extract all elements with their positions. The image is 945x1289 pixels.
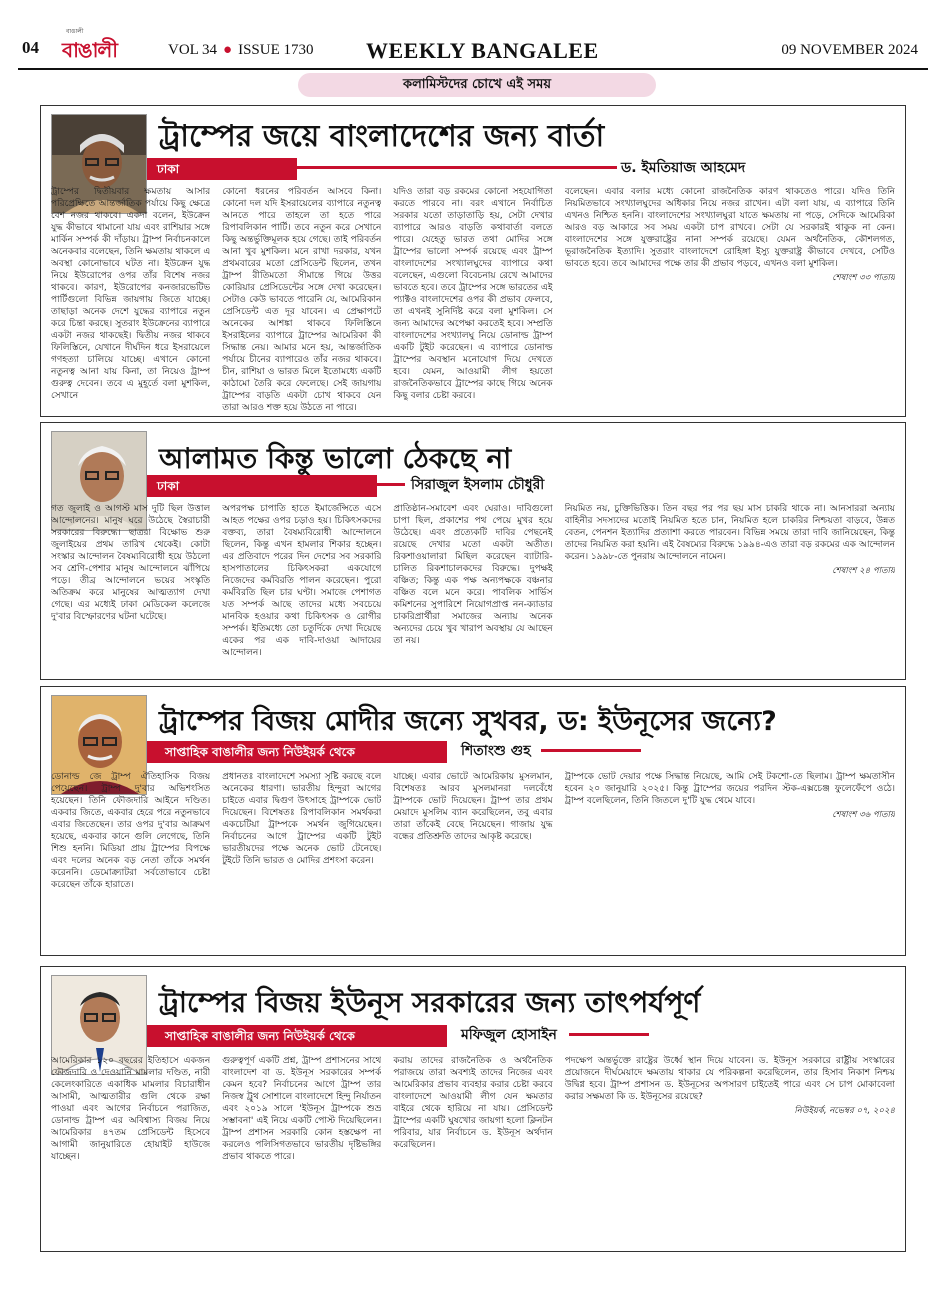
masthead-rule [18,68,928,70]
body-column: গত জুলাই ও আগস্ট মাস দুটি ছিল উত্তাল আন্দোলনের। মানুষ ঘরে উঠেছে স্বৈরাচারী সরকারের বিরুদ্ধে। ছাত্ররা বিক্ষোভ শুরু জুলাইয়ের প্রথম তারিখ থেকেই। কোটা সংস্কার আন্দোলন বৈষম্যবিরোধী হয়ে উঠলো সব শ্রেণি-পেশার মানুষ আন্দোলনে ঝাঁপিয়ে পড়ে। তীব্র আন্দোলনে ভয়ের সংস্কৃতি অতিক্রম করে মানুষের আত্মত্যাগ দেখা গেছে। এর মধ্যেই ঢাকা মেডিকেল কলেজে দু'বার বিস্ফোরণের ঘটনা ঘটেছে। [51,504,211,622]
article-4 [40,966,906,1252]
headline: ট্রাম্পের বিজয় ইউনূস সরকারের জন্য তাৎপর্যপূর্ণ [159,986,701,1019]
article-body [51,186,895,412]
byline: ড. ইমতিয়াজ আহমেদ [621,160,746,176]
bullet-dot-icon: ● [223,42,233,58]
body-column: ডোনাল্ড জে ট্রাম্প ঐতিহাসিক বিজয় পেয়েছেন। ট্রাম্প দু'বার অভিশংসিত হয়েছেন। তিনি ফৌজদারি আইনে দণ্ডিত। একবার জিতে, একবার হেরে পরে নতুনভাবে এবার জিতেছেন। তার ওপর দু'বার আক্রমণ হয়েছে, একবার কানে গুলি লেগেছে, তিনি শিশু হননি। মিডিয়া প্রায় ট্রাম্পের বিপক্ষে এবং দলের অনেক বড় নেতা তাঁকে সমর্থন করেননি। ডেমোক্র্যাটরা সর্বতোভাবে চেষ্টা করেছেন তাঁকে হারাতে। [51,772,211,890]
paper-logo [62,30,152,66]
byline: সিরাজুল ইসলাম চৌধুরী [411,477,545,493]
logo-small-text: বাঙালী [66,28,84,35]
paper-name: WEEKLY BANGALEE [366,38,599,63]
dateline: ঢাকা [147,158,297,180]
section-tag: কলামিস্টদের চোখে এই সময় [298,73,656,97]
jump-note: নিউইয়র্ক, নভেম্বর ০৭, ২০২৪ [794,1106,895,1116]
jump-note: শেষাংশ ২৪ পাতায় [832,566,895,576]
body-column: প্রধানতঃ বাংলাদেশে সমস্যা সৃষ্টি করছে বলে অনেকের ধারণা। ভারতীয় হিন্দুরা আগের চাইতে এবার দ্বিগুণ উৎসাহে ট্রাম্পকে ভোট দিয়েছেন। বিশেষতঃ রিপাবলিকান সমর্থকরা একচেটিয়া ট্রাম্পকে সমর্থন জুগিয়েছেন। নির্বাচনের আগে ট্রাম্পের একটি টুইট ভারতীয়দের পক্ষে অনেক ভোট টেনেছে। টুইটে তিনি ভারত ও মোদির প্রশংসা করেন। [222,772,382,866]
volume: VOL 34 [168,42,218,58]
body-column: করায় তাদের রাজনৈতিক ও অর্থনৈতিক পরাজয়ে তারা অবশ্যই তাদের নিজের এবং আমেরিকার প্রভাব ব্যবহার করার চেষ্টা করবে বাংলাদেশে আওয়ামী লীগ যেন ক্ষমতার বাইরে থেকে হারিয়ে না যায়। প্রেসিডেন্ট ট্রাম্পের একটি ঘুষখোর জায়গা হলো ক্লিনটন পরিবার, যার নির্বাচনে ড. ইউনূস অর্থদান করেছিলেন। [393,1056,553,1150]
body-column-text: বলেছেন। এবার বলার মধ্যে কোনো রাজনৈতিক কারণ থাকতেও পারে। যদিও তিনি নিয়মিতভাবে সংখ্যালঘুদের অধিকার নিয়ে নজর রাখেন। এটা বলা যায়, এ ব্যাপারে তিনি এখনও নিশ্চিত হননি। বাংলাদেশের সংখ্যালঘুরা যাতে ক্ষমতায় না পড়ে, সেদিকে আমেরিকা আরও বড় আকারে সব সময় একটা চাপ রাখবে। সেটা যে সরকারই থাকুক না কেন। বাংলাদেশের সঙ্গে যুক্তরাষ্ট্রের নানা সম্পর্ক রয়েছে। যেমন অর্থনৈতিক, কৌশলগত, ভূরাজনৈতিক ইত্যাদি। সুতরাং বাংলাদেশে রোহিঙ্গা ইস্যু যুক্তরাষ্ট্র কীভাবে দেখবে, সেটিও ভাবতে হবে। তবে আমাদের পক্ষে তার কী প্রভাব পড়বে, এখনও বলা মুশকিল। [564,187,895,269]
headline: ট্রাম্পের বিজয় মোদীর জন্যে সুখবর, ড: ইউনূসের জন্যে? [159,706,777,737]
dateline: ঢাকা [147,475,377,497]
body-column: গুরুত্বপূর্ণ একটি প্রশ্ন, ট্রাম্প প্রশাসনের সাথে বাংলাদেশ বা ড. ইউনূস সরকারের সম্পর্ক কেমন হবে? নির্বাচনের আগে ট্রাম্প তার নিজস্ব ট্রুথ সোশালে বাংলাদেশে হিন্দু নির্যাতন এবং ২০১৯ সালে 'ইউনূস ট্রাম্পকে শুভ্র সম্ভাবনা' এই নিয়ে একটি পোস্ট দিয়েছিলেন। ট্রাম্প প্রশাসন সরকারি কোন হস্তক্ষেপ না করলেও পলিসিগতভাবে ভারতীয় দৃষ্টিভঙ্গির প্রভাব থাকতে পারে। [222,1056,382,1162]
byline-rule [569,1033,649,1036]
dateline: সাপ্তাহিক বাঙালীর জন্য নিউইয়র্ক থেকে [147,1025,447,1047]
body-column-text: ট্রাম্পকে ভোট দেয়ার পক্ষে সিদ্ধান্ত নিয়েছে, আমি সেই টকশো-তে ছিলাম। ট্রাম্প ক্ষমতাসীন হবেন ২০ জানুয়ারি ২০২৫। কিন্তু ট্রাম্পের জয়ের পরদিন স্টক-এক্সচেঞ্জ ফুলেফেঁপে ওঠে। ট্রাম্প বলেছিলেন, তিনি জিতলে দু'টি যুদ্ধ থেমে যাবে। [564,772,895,806]
body-column: যদিও তারা বড় রকমের কোনো সহযোগিতা করতে পারবে না। বরং এখানে নির্বাচিত সরকার যতো তাড়াতাড়ি হয়, সেটা দেখার ব্যাপারে আরও বাড়তি কথাবার্তা বলতে পারে। যেহেতু ভারত তথা মোদির সঙ্গে ট্রাম্পের ভালো সম্পর্ক রয়েছে এবং ট্রাম্প বাংলাদেশের সংখ্যালঘুদের ব্যাপারে কথা বলেছেন, এগুলো বিবেচনায় রেখে আমাদের ভাবতে হবে। তবে ট্রাম্পের সঙ্গে ভারতের এই প্যাক্টও বাংলাদেশের ওপর কী প্রভাব ফেলবে, তা এখনই সুনির্দিষ্ট করে বলা মুশকিল। সে জন্য আমাদের অপেক্ষা করতেই হবে। সম্প্রতি বাংলাদেশের সংখ্যালঘু নিয়ে ডোনাল্ড ট্রাম্প একটি টুইট করেছেন। এ ব্যাপারে ডোনাল্ড ট্রাম্পের অবস্থান মনোযোগ দিয়ে দেখতে হবে। যেমন, আওয়ামী লীগ হয়তো রাজনৈতিকভাবে ট্রাম্পের কাছে গিয়ে অনেক কিছু বলার চেষ্টা করবে। [393,187,553,401]
body-column: যাচ্ছে। এবার ভোটে আমেরিকায় মুসলমান, বিশেষতঃ আরব মুসলমানরা দলবেঁধে ট্রাম্পকে ভোট দিয়েছেন। ট্রাম্প তার প্রথম মেয়াদে মুসলিম ব্যান করেছিলেন, তবু এবার তারা তাঁকেই বেছে নিয়েছেন। গাজায় যুদ্ধ বন্ধের প্রতিশ্রুতি তাদের আকৃষ্ট করেছে। [393,772,553,842]
byline: শিতাংশু গুহ [461,743,531,759]
jump-note: শেষাংশ ৩৩ পাতায় [832,273,895,283]
article-body [51,503,895,675]
body-column-text: পদক্ষেপ অন্তর্ভুক্তে রাষ্ট্রের উর্ধ্বে স্থান দিয়ে যাবেন। ড. ইউনূস সরকারে রাষ্ট্রীয় সংস্কারের প্রয়োজনে দীর্ঘমেয়াদে ক্ষমতায় থাকার যে পরিকল্পনা করেছিলেন, তার হিসাব নিকাশ নিশ্চয় উদ্বিগ্ন হবে। ট্রাম্প প্রশাসন ড. ইউনূসের অপসারণ চাইতেই পারে এবং সে চাপ মোকাবেলা করার সক্ষমতা কি ড. ইউনূসের রয়েছে? [564,1056,895,1102]
jump-note: শেষাংশ ৩৬ পাতায় [832,810,895,820]
body-column [565,771,895,951]
body-column [565,503,895,675]
article-body [51,771,895,951]
page-number: 04 [22,38,39,57]
byline-rule [541,749,641,752]
body-column: প্রাতিষ্ঠান-সমাবেশ এবং ঘেরাও। দাবিগুলো চাপা ছিল, প্রকাশের পথ পেয়ে মুখর হয়ে উঠেছে। এবং প্রত্যেকটি দাবির পেছনেই রয়েছে দেখার মতো একটা অতীত। রিকশাওয়ালারা মিছিল করেছেন ব্যাটারি-চালিত রিকশাচালকদের বিরুদ্ধে। দুপক্ষই বঞ্চিত; কিন্তু এক পক্ষ অন্যপক্ষকে বঞ্চনার বঞ্চিত বলে মনে করে। পাবলিক সার্ভিস কমিশনের সুপারিশে নিয়োগপ্রাপ্ত নন-ক্যাডার চাকরিপ্রার্থীরা সমাজের অন্যায় অনেক অন্যদের চেয়ে খুব খারাপ অবস্থায় যে আছেন তা নয়। [393,504,553,646]
headline: আলামত কিন্তু ভালো ঠেকছে না [159,442,512,475]
body-column: অপরপক্ষ চাপাতি হাতে ইমার্জেন্সিতে এসে আহত পক্ষের ওপর চড়াও হয়। চিকিৎসকদের বক্তব্য, তারা বৈষম্যবিরোধী আন্দোলনে ছিলেন, কিন্তু এখন হামলার শিকার হচ্ছেন। এর প্রতিবাদে পরের দিন দেশের সব সরকারি হাসপাতালের চিকিৎসকরা একযোগে নিজেদের কর্মবিরতি পালন করেছেন। পুরো কর্মবিরতি ছিল চার ঘণ্টা। সমাজে পেশাগত যত সম্পর্ক আছে তাদের মধ্যে সবচেয়ে মানবিক হওয়ার কথা চিকিৎসক ও রোগীর সম্পর্ক। ইতিমধ্যে তো চতুর্দিকে দেখা দিয়েছে একের পর এক দাবি-দাওয়া আদায়ের আন্দোলন। [222,504,382,658]
dateline: সাপ্তাহিক বাঙালীর জন্য নিউইয়র্ক থেকে [147,741,447,763]
body-column [565,186,895,412]
volume-issue [168,42,314,59]
issue: ISSUE 1730 [238,42,314,58]
masthead [18,30,928,70]
article-1 [40,105,906,417]
article-body [51,1055,895,1247]
body-column: আমেরিকার ১২০ বছরের ইতিহাসে একজন ফৌজদারি ও দেওয়ানি মামলার দণ্ডিত, নারী কেলেংকারিতে একাধিক মামলার বিচারাধীন আসামী, আত্মতারীর গুলি থেকে রক্ষা পাওয়া এবং আগের নির্বাচনে পরাজিত, ডোনাল্ড ট্রাম্প এর অবিশ্বাস্য বিজয় নিয়ে আমেরিকার ৪৭তম প্রেসিডেন্ট হিসেবে আগামী জানুয়ারিতে হোয়াইট হাউজে যাচ্ছেন। [51,1056,211,1162]
body-column [565,1055,895,1247]
issue-date: 09 NOVEMBER 2024 [781,42,918,58]
body-column-text: নিয়মিত নয়, চুক্তিভিত্তিক। তিন বছর পর পর ছয় মাস চাকরি থাকে না। আনসাররা অন্যায় বাহিনীর সদস্যদের মতোই নিয়মিত হতে চান, নিয়মিত হলে চাকরির নিশ্চয়তা বাড়বে, উন্নত বেতন, পেনশন ইত্যাদির প্রত্যাশা করতে পারবেন। বিভিন্ন সময়ে তারা দাবি জানিয়েছেন, কিন্তু তাদের নিয়মিত করা হয়নি। এই বৈষম্যের বিরুদ্ধে ১৯৯৪-এও তারা বড় রকমের এক আন্দোলন করেন। ১৯৯৮-তে পুনরায় আন্দোলনে নামেন। [564,504,895,562]
article-2 [40,422,906,680]
byline: মফিজুল হোসাইন [461,1027,557,1043]
byline-rule [377,483,405,486]
headline: ট্রাম্পের জয়ে বাংলাদেশের জন্য বার্তা [159,119,605,154]
logo-text: বাঙালী [62,38,118,62]
byline-rule [297,166,617,169]
article-3 [40,686,906,956]
body-column: ট্রাম্পের দ্বিতীয়বার ক্ষমতায় আসার পরিপ্রেক্ষিতে আন্তর্জাতিক পর্যায়ে কিছু ক্ষেত্রে বেশ নজর থাকবে। একদা বলেন, ইউক্রেন যুদ্ধ কীভাবে থামানো যায় এবং রাশিয়ার সঙ্গে মার্কিন সম্পর্ক কী দাঁড়ায়। ট্রাম্প নির্বাচনকালে অনেকবার বলেছেন, তিনি ক্ষমতায় থাকলে এ অবস্থা কোনোভাবে ঘটত না। ইউক্রেন যুদ্ধ নিয়ে ইউরোপের ওপর তাঁর বিশেষ নজর থাকবে। কারণ, ইউরোপের কনজারভেটিভ পার্টিগুলো বিভিন্ন জায়গায় জিতে যাচ্ছে। তাছাড়া অনেক দেশে যুদ্ধের ব্যাপারে নতুন করে চিন্তা করছে। সুতরাং ইউক্রেনের ব্যাপারে একটা নজর থাকছেই। দ্বিতীয় নজর থাকবে ফিলিস্তিনে, যেখানে দীর্ঘদিন ধরে ইসরায়েলে গণহত্যা চালিয়ে যাচ্ছে। এখানে কোনো নতুনত্ব আনা যায় কিনা, তা নিয়েও ট্রাম্প গুরুত্ব দেবেন। তবে এ মুহূর্তে বলা মুশকিল, সেখানে [51,187,211,401]
body-column: কোনো ধরনের পরিবর্তন আসবে কিনা। কোনো দল যদি ইসরায়েলের ব্যাপারে নতুনত্ব আনতে পারে তাহলে তা হতে পারে রিপাবলিকান পার্টি। তবে নতুন করে সেখানে কিছু অন্তর্ভুক্তিমূলক হয়ে গেছে। তাই পরিবর্তন আনা খুব মুশকিল। মনে রাখা দরকার, যখন প্রথমবারের মতো প্রেসিডেন্ট ছিলেন, তখন ট্রাম্প রীতিমতো সীমান্তে গিয়ে উত্তর কোরিয়ার প্রেসিডেন্টের সঙ্গে দেখা করেছেন। সেটাও কেউ ভাবতে পারেনি যে, আমেরিকান প্রেসিডেন্ট এত দূর যাবেন। এ প্রেক্ষাপটে অনেকের আশঙ্কা থাকবে ফিলিস্তিনে ইসরাইলের ব্যাপারে ট্রাম্পের আমেরিকা কী সিদ্ধান্ত নেয়। আমার মনে হয়, আন্তর্জাতিক পর্যায়ে চীনের ব্যাপারেও তাঁর নজর থাকবে। চীন, রাশিয়া ও ভারত মিলে ইতোমধ্যে একটি কাঠামো তৈরি করে ফেলেছে। সেই জায়গায় ট্রাম্পের বাড়তি একটা চোখ থাকবে যেন তারা আরও শক্ত হয়ে উঠতে না পারে। [222,187,382,412]
